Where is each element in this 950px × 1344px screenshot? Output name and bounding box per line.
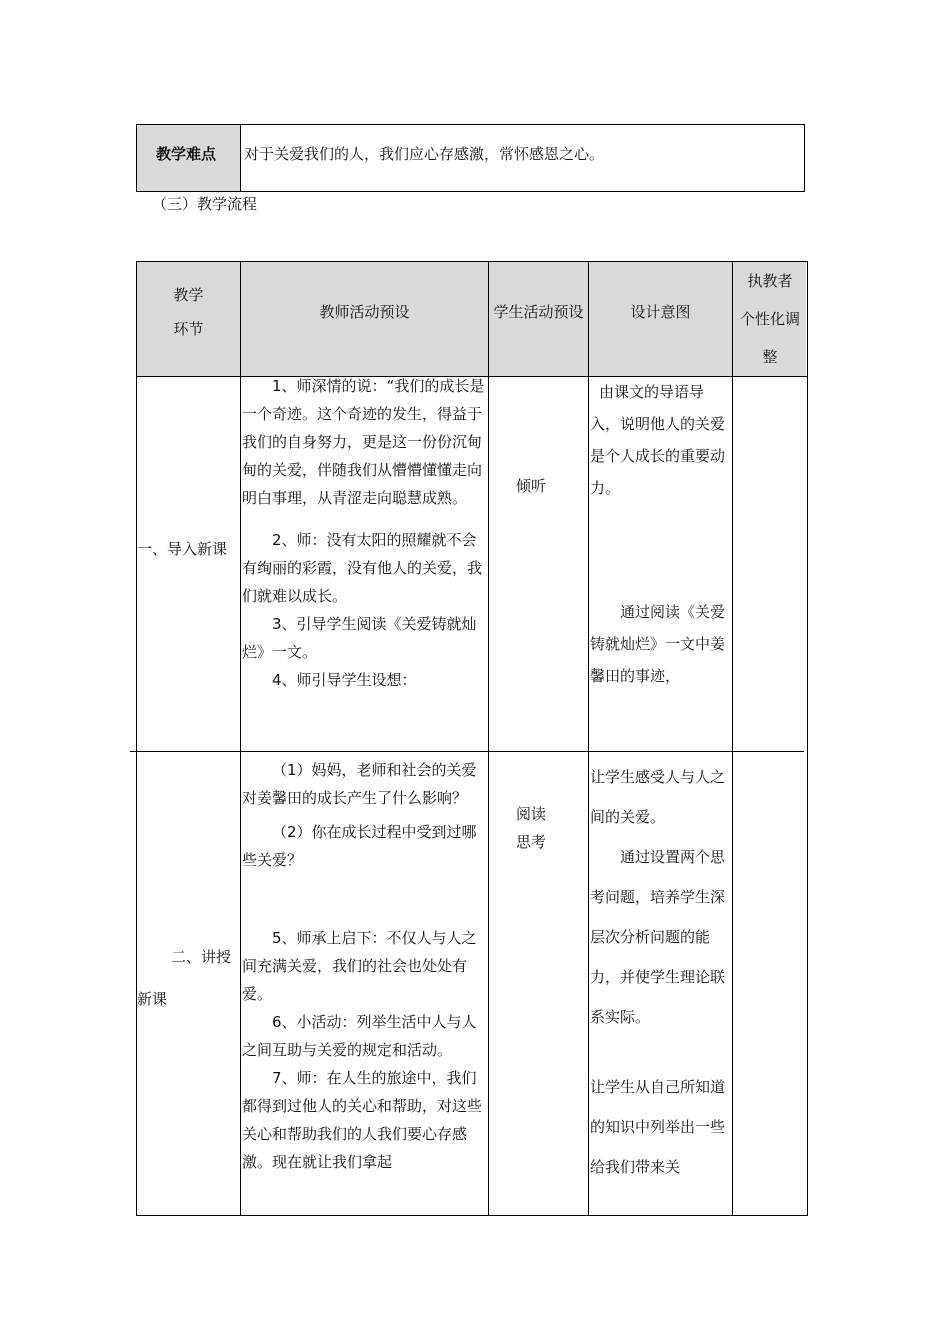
row1-student: 倾听 (515, 477, 546, 495)
row1-stage: 一、导入新课 (137, 540, 228, 558)
header-adjust (733, 262, 807, 376)
row2-teacher-p3: 5、师承上启下：不仅人与人之间充满关爱，我们的社会也处处有爱。 (242, 929, 477, 1003)
row2-intent-cell (590, 757, 730, 1187)
row2-intent-p1: 让学生感受人与人之间的关爱。 (590, 768, 726, 826)
header-adjust-line1: 执教者 (747, 272, 793, 290)
row1-intent-cell (590, 376, 730, 692)
difficulty-text: 对于关爱我们的人，我们应心存感激，常怀感恩之心。 (244, 145, 605, 163)
section-title: （三）教学流程 (152, 195, 258, 213)
row1-teacher-p2: 2、师：没有太阳的照耀就不会有绚丽的彩霞，没有他人的关爱，我们就难以成长。 (242, 531, 483, 605)
row2-teacher-cell (242, 756, 488, 1176)
row2-teacher-p4: 6、小活动：列举生活中人与人之间互助与关爱的规定和活动。 (242, 1013, 477, 1059)
row1-intent-p2: 通过阅读《关爱铸就灿烂》一文中姜馨田的事迹， (590, 603, 726, 685)
row1-teacher-p4: 4、师引导学生设想： (272, 671, 417, 689)
header-teacher: 教师活动预设 (319, 303, 410, 321)
row1-intent-p1: 由课文的导语导入，说明他人的关爱是个人成长的重要动力。 (590, 383, 726, 497)
header-stage (137, 281, 240, 343)
row1-teacher-cell (242, 372, 488, 694)
row2-teacher-p5: 7、师：在人生的旅途中，我们都得到过他人的关心和帮助，对这些关心和帮助我们的人我们要心存感激。现在就让我们拿起 (242, 1069, 483, 1171)
header-stage-line1: 教学 (173, 286, 204, 304)
row2-stage-line2: 新课 (137, 990, 168, 1008)
header-stage-line2: 环节 (173, 320, 204, 338)
row2-intent-p3: 让学生从自己所知道的知识中列举出一些给我们带来关 (590, 1078, 726, 1176)
row1-teacher-p3: 3、引导学生阅读《关爱铸就灿烂》一文。 (242, 615, 477, 661)
row2-student-line1: 阅读 (515, 805, 546, 823)
row2-stage-line1: 二、讲授 (171, 948, 232, 966)
header-adjust-line2: 个性化调 (739, 310, 800, 328)
row2-teacher-p2: （2）你在成长过程中受到过哪些关爱？ (242, 823, 477, 869)
row1-teacher-p1: 1、师深情的说：“我们的成长是一个奇迹。这个奇迹的发生，得益于我们的自身努力，更是这一份份沉甸甸的关爱，伴随我们从懵懵懂懂走向明白事理，从青涩走向聪慧成熟。 (242, 377, 485, 507)
header-student: 学生活动预设 (493, 303, 584, 321)
row2-intent-p2: 通过设置两个思考问题，培养学生深层次分析问题的能力，并使学生理论联系实际。 (590, 848, 726, 1026)
difficulty-label: 教学难点 (156, 145, 217, 163)
row2-student (489, 800, 573, 856)
header-adjust-line3: 整 (762, 348, 778, 366)
row2-teacher-p1: （1）妈妈，老师和社会的关爱对姜馨田的成长产生了什么影响？ (242, 761, 477, 807)
row2-student-line2: 思考 (515, 833, 546, 851)
header-intent: 设计意图 (630, 303, 691, 321)
row2-stage (137, 936, 240, 1020)
